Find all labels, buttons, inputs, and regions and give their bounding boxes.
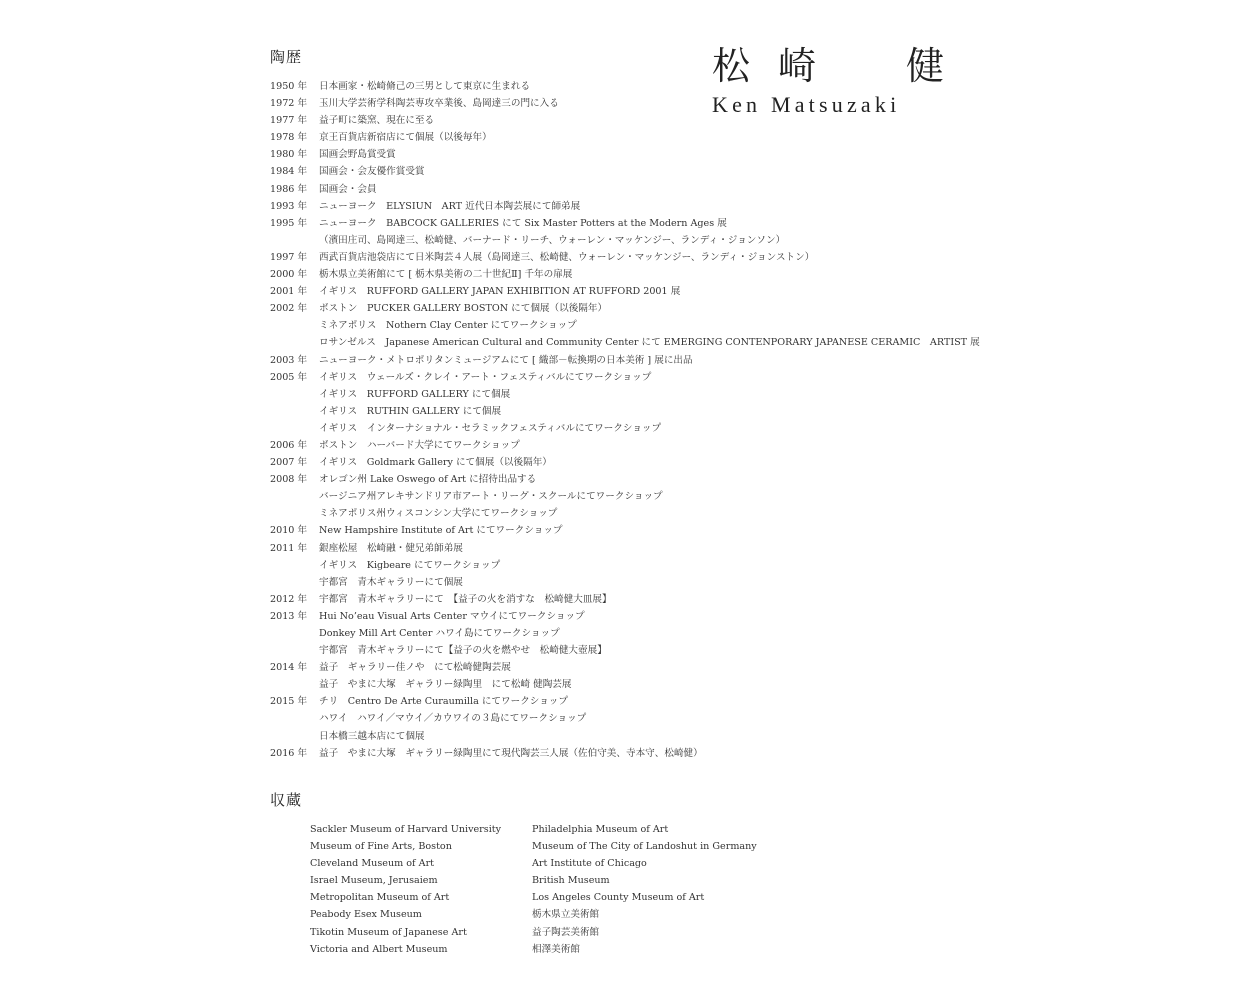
history-text: イギリス インターナショナル・セラミックフェスティバルにてワークショップ	[319, 422, 662, 434]
history-text: 西武百貨店池袋店にて日米陶芸４人展（島岡達三、松崎健、ウォーレン・マッケンジー、ランディ・ジョンストン）	[319, 251, 815, 263]
history-text: ロサンゼルス Japanese American Cultural and Community Center にて EMERGING CONTENPORARY JAPANESE CERAMIC ARTIST 展	[319, 337, 980, 349]
history-text: オレゴン州 Lake Oswego of Art に招待出品する	[319, 474, 537, 486]
history-text: 栃木県立美術館にて [ 栃木県美術の二十世紀Ⅱ] 千年の扉展	[319, 269, 573, 281]
history-year: 2001 年	[270, 286, 308, 298]
history-row	[270, 505, 970, 522]
history-row	[270, 540, 970, 557]
history-year: 1993 年	[270, 200, 308, 212]
collection-item: British Museum	[532, 875, 610, 887]
history-year	[270, 642, 319, 659]
history-row	[270, 693, 970, 710]
history-row	[270, 488, 970, 505]
history-row	[270, 266, 970, 283]
history-text: 益子 やまに大塚 ギャラリー緑陶里 にて松崎 健陶芸展	[319, 679, 572, 691]
history-row	[270, 232, 970, 249]
history-year: 2013 年	[270, 610, 308, 622]
collection-item: Israel Museum, Jerusaiem	[310, 875, 438, 887]
history-row	[270, 112, 970, 129]
history-text: 宇都宮 青木ギャラリーにて個展	[319, 576, 463, 588]
collection-column-left	[310, 821, 532, 958]
artist-name-english: Ken Matsuzaki	[712, 92, 901, 117]
history-section-title: 陶歴	[270, 48, 303, 66]
history-text: ボストン ハーバード大学にてワークショップ	[319, 439, 520, 451]
history-row	[270, 625, 970, 642]
history-year	[270, 386, 319, 403]
history-text: 益子 ギャラリー佳ノや にて松崎健陶芸展	[319, 662, 511, 674]
history-row	[270, 283, 970, 300]
history-list	[270, 78, 980, 762]
history-row	[270, 78, 970, 95]
history-row	[270, 386, 970, 403]
history-text: ミネアポリス州ウィスコンシン大学にてワークショップ	[319, 508, 558, 520]
history-text: イギリス Kigbeare にてワークショップ	[319, 559, 501, 571]
collection-item: Art Institute of Chicago	[532, 858, 647, 870]
history-text: ニューヨーク BABCOCK GALLERIES にて Six Master Potters at the Modern Ages 展	[319, 217, 727, 229]
history-row	[270, 198, 970, 215]
history-year: 2015 年	[270, 696, 308, 708]
history-row	[270, 591, 970, 608]
history-row	[270, 642, 970, 659]
history-year	[270, 710, 319, 727]
history-year: 2006 年	[270, 439, 308, 451]
history-year	[270, 505, 319, 522]
history-row	[270, 403, 970, 420]
history-row	[270, 574, 970, 591]
history-text: 益子町に築窯、現在に至る	[319, 115, 435, 127]
history-text: 宇都宮 青木ギャラリーにて【益子の火を燃やせ 松崎健大壺展】	[319, 645, 607, 657]
history-text: 京王百貨店新宿店にて個展（以後毎年）	[319, 132, 492, 144]
history-text: Hui No’eau Visual Arts Center マウイにてワークショップ	[319, 610, 585, 622]
history-year	[270, 557, 319, 574]
history-text: ミネアポリス Nothern Clay Center にてワークショップ	[319, 320, 577, 332]
history-row	[270, 369, 970, 386]
history-row	[270, 249, 970, 266]
history-text: チリ Centro De Arte Curaumilla にてワークショップ	[319, 696, 568, 708]
history-text: イギリス RUFFORD GALLERY JAPAN EXHIBITION AT RUFFORD 2001 展	[319, 286, 681, 298]
history-year	[270, 420, 319, 437]
history-year	[270, 728, 319, 745]
history-row	[270, 215, 970, 232]
history-row	[270, 163, 970, 180]
history-text: ニューヨーク ELYSIUN ART 近代日本陶芸展にて師弟展	[319, 200, 581, 212]
history-text: ボストン PUCKER GALLERY BOSTON にて個展（以後隔年）	[319, 303, 608, 315]
history-row	[270, 728, 970, 745]
history-row	[270, 454, 970, 471]
name-char-3: 健	[905, 44, 944, 88]
history-year: 1995 年	[270, 217, 308, 229]
history-year: 1972 年	[270, 98, 308, 110]
name-char-2: 崎	[778, 44, 817, 88]
history-text: 国画会・会友優作賞受賞	[319, 166, 425, 178]
history-row	[270, 557, 970, 574]
history-row	[270, 146, 970, 163]
collection-item: Tikotin Museum of Japanese Art	[310, 926, 467, 938]
history-text: バージニア州アレキサンドリア市アート・リーグ・スクールにてワークショップ	[319, 491, 663, 503]
history-row	[270, 676, 970, 693]
history-year	[270, 232, 319, 249]
history-row	[270, 437, 970, 454]
history-row	[270, 334, 980, 351]
history-year: 1978 年	[270, 132, 308, 144]
history-year	[270, 488, 319, 505]
history-text: New Hampshire Institute of Art にてワークショップ	[319, 525, 563, 537]
collection-item: 相澤美術館	[532, 943, 580, 955]
history-text: 日本画家・松崎脩己の三男として東京に生まれる	[319, 81, 531, 92]
history-row	[270, 522, 970, 539]
collection-item: Cleveland Museum of Art	[310, 858, 435, 870]
history-year: 2014 年	[270, 662, 308, 674]
history-row	[270, 181, 970, 198]
history-year: 2007 年	[270, 457, 308, 469]
history-year: 2008 年	[270, 474, 308, 486]
history-text: 益子 やまに大塚 ギャラリー緑陶里にて現代陶芸三人展（佐伯守美、寺本守、松崎健）	[319, 747, 703, 759]
collection-item: Philadelphia Museum of Art	[532, 824, 669, 835]
history-text: ハワイ ハワイ／マウイ／カウワイの３島にてワークショップ	[319, 713, 587, 725]
name-char-1: 松	[712, 44, 751, 88]
history-row	[270, 420, 970, 437]
history-row	[270, 129, 970, 146]
collection-list	[310, 821, 792, 958]
history-row	[270, 710, 970, 727]
history-year	[270, 317, 319, 334]
history-text: 国画会野島賞受賞	[319, 149, 396, 161]
history-text: イギリス RUFFORD GALLERY にて個展	[319, 388, 511, 400]
history-year: 2000 年	[270, 269, 308, 281]
history-row	[270, 95, 970, 112]
collection-item: Metropolitan Museum of Art	[310, 892, 450, 904]
history-year	[270, 574, 319, 591]
history-year: 1950 年	[270, 81, 308, 92]
history-row	[270, 352, 970, 369]
history-text: イギリス RUTHIN GALLERY にて個展	[319, 405, 502, 417]
history-year: 2010 年	[270, 525, 308, 537]
history-row	[270, 300, 970, 317]
collection-item: Museum of Fine Arts, Boston	[310, 841, 452, 853]
history-year: 1984 年	[270, 166, 308, 178]
history-text: ニューヨーク・メトロポリタンミュージアムにて [ 織部－転換期の日本美術 ] 展に出品	[319, 354, 693, 366]
history-row	[270, 608, 970, 625]
collection-item: Victoria and Albert Museum	[310, 943, 448, 955]
history-text: 宇都宮 青木ギャラリーにて 【益子の火を消すな 松崎健大皿展】	[319, 593, 612, 605]
history-year: 2011 年	[270, 542, 308, 554]
history-year: 1997 年	[270, 251, 308, 263]
history-year	[270, 334, 319, 351]
history-text: Donkey Mill Art Center ハワイ島にてワークショップ	[319, 628, 560, 639]
history-row	[270, 659, 970, 676]
collection-section-title: 収蔵	[270, 791, 303, 809]
collection-item: Museum of The City of Landoshut in Germany	[532, 841, 757, 853]
collection-item: Sackler Museum of Harvard University	[310, 824, 502, 835]
history-text: 日本橋三越本店にて個展	[319, 730, 425, 742]
history-text: 国画会・会員	[319, 183, 377, 195]
history-text: 銀座松屋 松崎融・健兄弟師弟展	[319, 542, 463, 554]
history-year: 2002 年	[270, 303, 308, 315]
history-year	[270, 676, 319, 693]
history-text: イギリス Goldmark Gallery にて個展（以後隔年）	[319, 457, 552, 469]
collection-item: Los Angeles County Museum of Art	[532, 892, 705, 904]
history-year	[270, 625, 319, 642]
collection-column-right	[532, 821, 792, 958]
collection-item: 栃木県立美術館	[532, 909, 600, 921]
history-year: 1977 年	[270, 115, 308, 127]
history-year: 1986 年	[270, 183, 308, 195]
history-year: 1980 年	[270, 149, 308, 161]
history-year: 2003 年	[270, 354, 308, 366]
history-text: 玉川大学芸術学科陶芸専攻卒業後、島岡達三の門に入る	[319, 98, 559, 110]
history-text: （濱田庄司、島岡達三、松崎健、バーナード・リーチ、ウォーレン・マッケンジー、ランディ・ジョンソン）	[319, 234, 786, 246]
history-row	[270, 317, 970, 334]
history-text: イギリス ウェールズ・クレイ・アート・フェスティバルにてワークショップ	[319, 371, 652, 383]
history-row	[270, 745, 970, 762]
history-year: 2012 年	[270, 593, 308, 605]
collection-item: 益子陶芸美術館	[532, 926, 600, 938]
history-year: 2005 年	[270, 371, 308, 383]
history-year: 2016 年	[270, 747, 308, 759]
collection-item: Peabody Esex Museum	[310, 909, 422, 921]
history-row	[270, 471, 970, 488]
history-year	[270, 403, 319, 420]
